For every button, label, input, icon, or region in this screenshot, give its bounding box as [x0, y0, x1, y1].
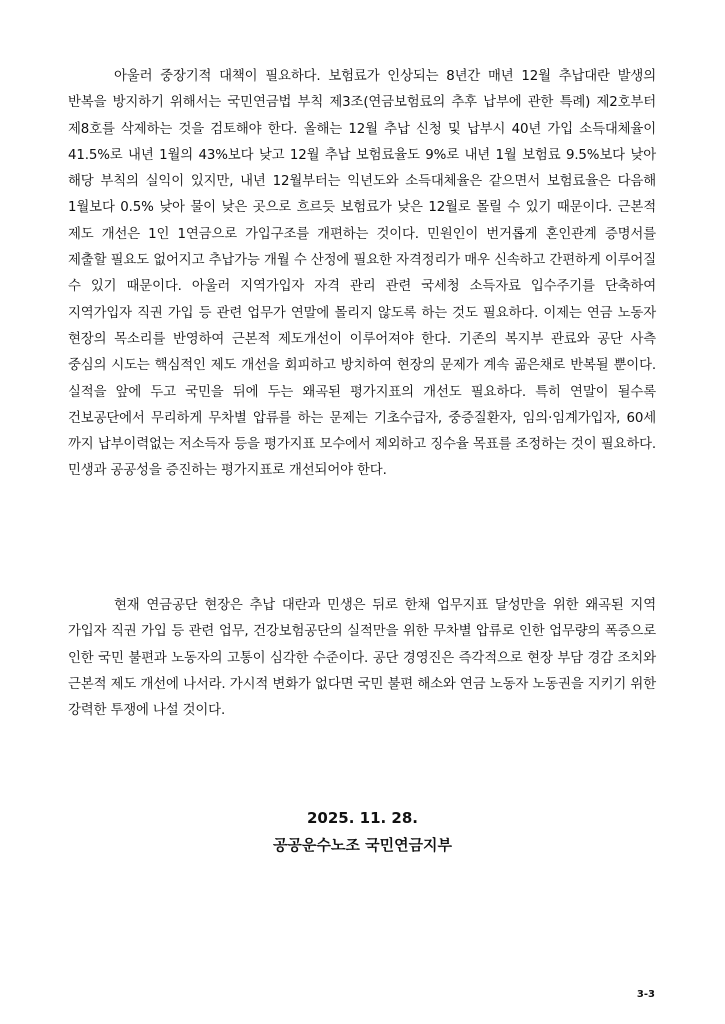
body-paragraph-1: 아울러 중장기적 대책이 필요하다. 보험료가 인상되는 8년간 매년 12월 추납대란 발생의 반복을 방지하기 위해서는 국민연금법 부칙 제3조(연금보험료의 추후 납부에 관한 특례) 제2호부터 제8호를 삭제하는 것을 검토해야 한다. 올해는 12월 추납 신청 및 납부시 40년 가입 소득대체율이 41.5%로 내년 1월의 43%보다 낮고 12월 추납 보험료율도 9%로 내년 1월 보험료 9.5%보다 낮아 해당 부칙의 실익이 있지만, 내년 12월부터는 익년도와 소득대체율은 같으면서 보험료율은 다음해 1월보다 0.5% 낮아 물이 낮은 곳으로 흐르듯 보험료가 낮은 12월로 몰릴 수 있기 때문이다. 근본적 제도 개선은 1인 1연금으로 가입구조를 개편하는 것이다. 민원인이 번거롭게 혼인관계 증명서를 제출할 필요도 없어지고 추납가능 개월 수 산정에 필요한 자격정리가 매우 신속하고 간편하게 이루어질 수 있기 때문이다. 아울러 지역가입자 자격 관리 관련 국세청 소득자료 입수주기를 단축하여 지역가입자 직권 가입 등 관련 업무가 연말에 몰리지 않도록 하는 것도 필요하다. 이제는 연금 노동자 현장의 목소리를 반영하여 근본적 제도개선이 이루어져야 한다. 기존의 복지부 관료와 공단 사측 중심의 시도는 핵심적인 제도 개선을 회피하고 방치하여 현장의 문제가 계속 곪은채로 반복될 뿐이다. 실적을 앞에 두고 국민을 뒤에 두는 왜곡된 평가지표의 개선도 필요하다. 특히 연말이 될수록 건보공단에서 무리하게 무차별 압류를 하는 문제는 기초수급자, 중증질환자, 임의·임계가입자, 60세 까지 납부이력없는 저소득자 등을 평가지표 모수에서 제외하고 징수율 목표를 조정하는 것이 필요하다. 민생과 공공성을 증진하는 평가지표로 개선되어야 한다.	[68, 69, 656, 479]
issuing-organization: 공공운수노조 국민연금지부	[272, 836, 453, 854]
page-number: 3-3	[636, 989, 655, 1000]
body-paragraph-2: 현재 연금공단 현장은 추납 대란과 민생은 뒤로 한채 업무지표 달성만을 위한 왜곡된 지역 가입자 직권 가입 등 관련 업무, 건강보험공단의 실적만을 위한 무차별 압류로 인한 업무량의 폭증으로 인한 국민 불편과 노동자의 고통이 심각한 수준이다. 공단 경영진은 즉각적으로 현장 부담 경감 조치와 근본적 제도 개선에 나서라. 가시적 변화가 없다면 국민 불편 해소와 연금 노동자 노동권을 지키기 위한 강력한 투쟁에 나설 것이다.	[68, 598, 656, 719]
statement-date: 2025. 11. 28.	[306, 809, 419, 827]
